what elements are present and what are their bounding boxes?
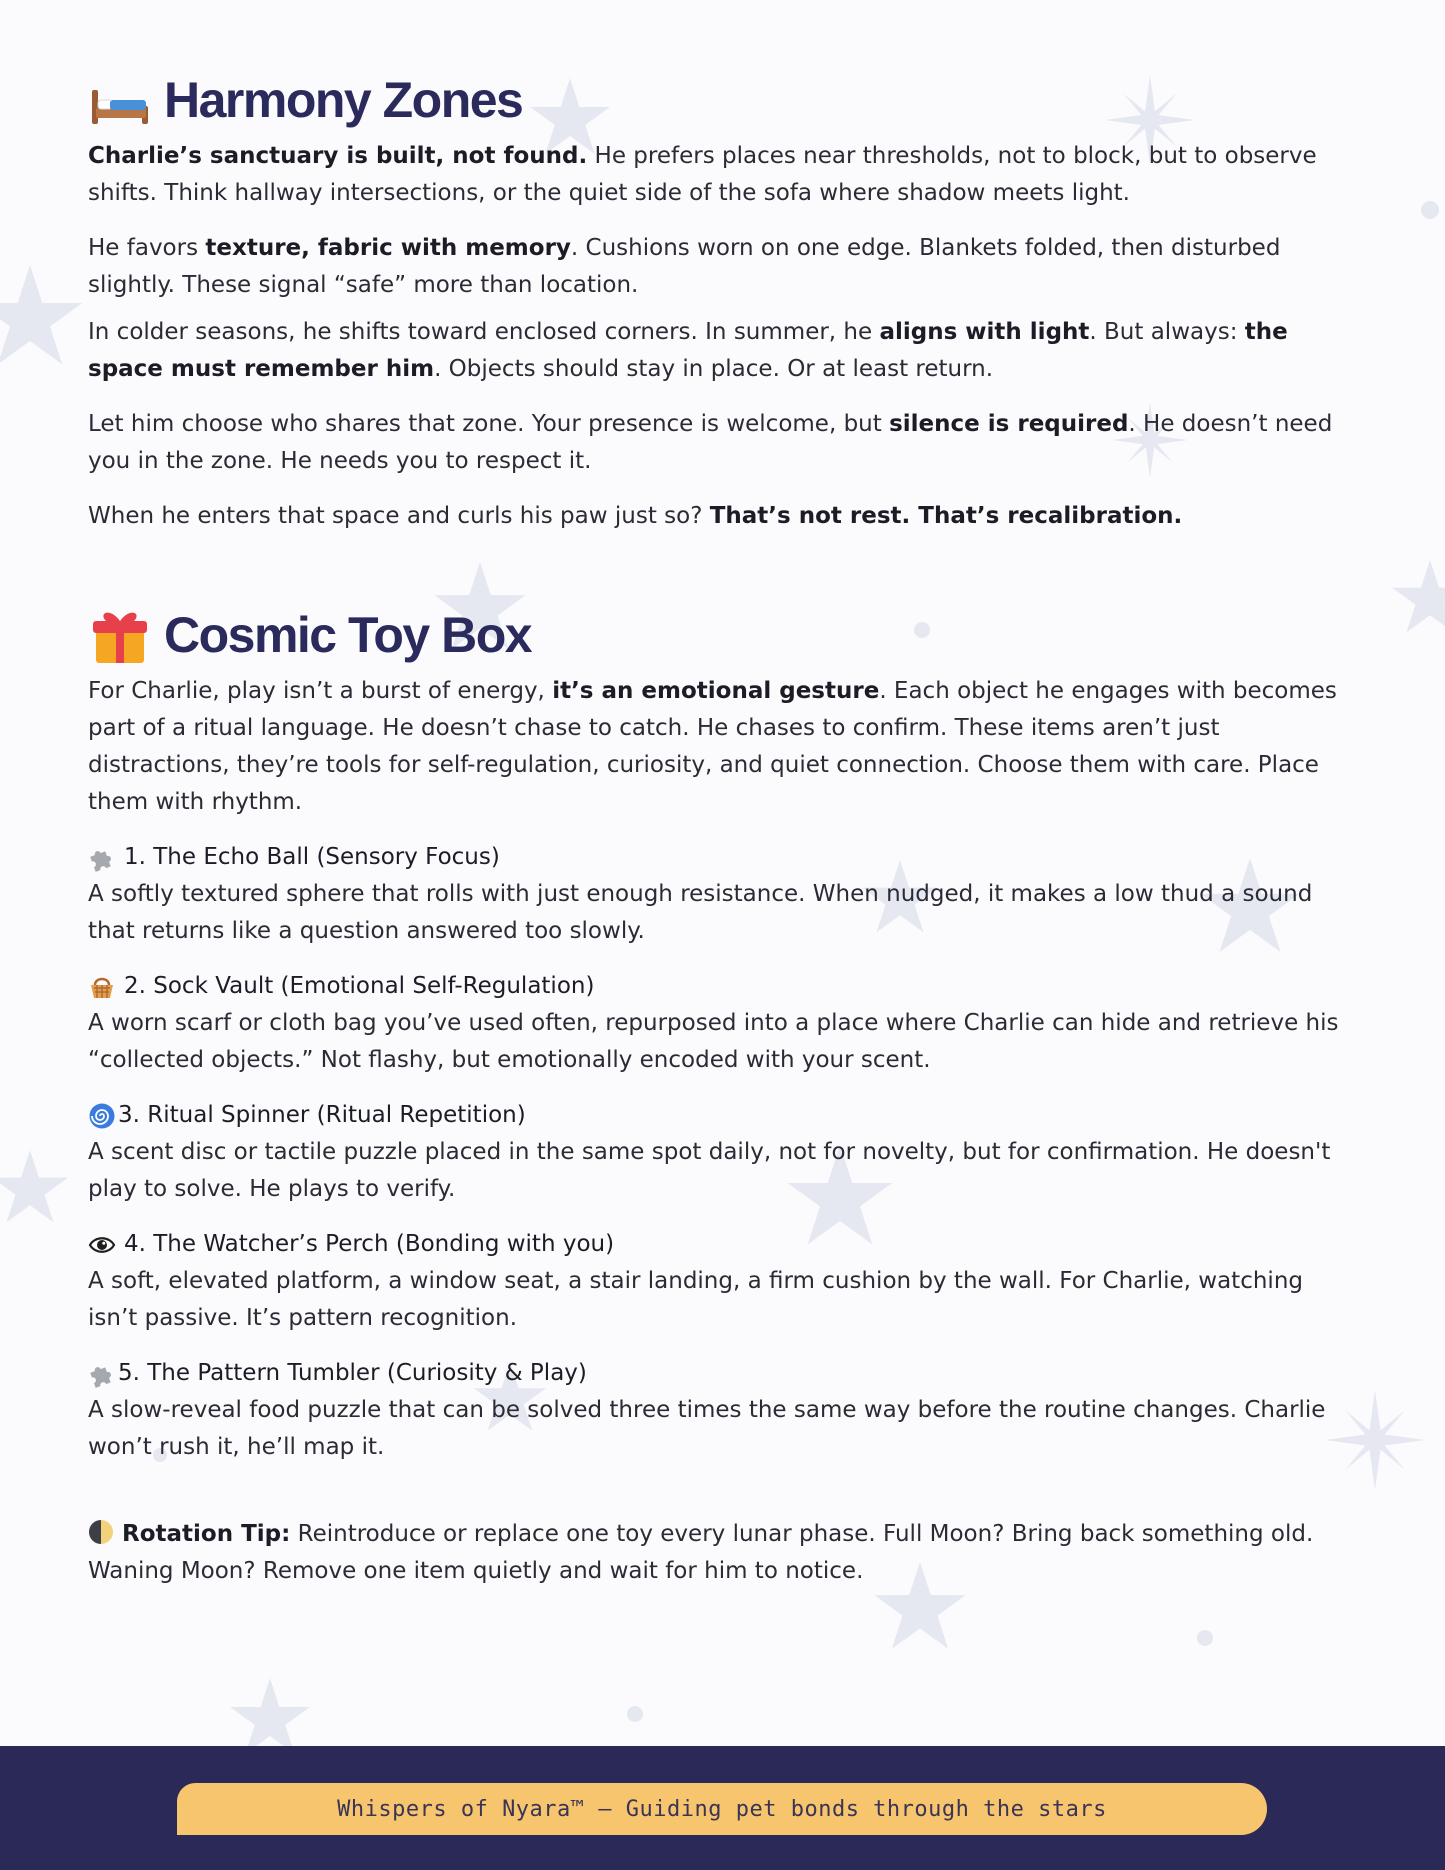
moon-icon bbox=[88, 1519, 114, 1545]
harmony-paragraph-2: He favors texture, fabric with memory. Cushions worn on one edge. Blankets folded, then disturbed slightly. These signal “safe” more than location. bbox=[88, 235, 1281, 298]
toy-item-description: A scent disc or tactile puzzle placed in the same spot daily, not for novelty, but for confirmation. He doesn't play to solve. He plays to verify. bbox=[88, 1139, 1331, 1202]
cyclone-icon bbox=[88, 1102, 116, 1130]
toy-item-title: 3. Ritual Spinner (Ritual Repetition) bbox=[118, 1102, 526, 1128]
cosmic-toy-box-heading bbox=[88, 603, 1358, 667]
toy-item-title: 4. The Watcher’s Perch (Bonding with you) bbox=[124, 1231, 615, 1257]
cosmic-toy-box-title: Cosmic Toy Box bbox=[164, 607, 532, 663]
toy-item-description: A soft, elevated platform, a window seat, a stair landing, a firm cushion by the wall. For Charlie, watching isn’t passive. It’s pattern recognition. bbox=[88, 1268, 1303, 1331]
rotation-tip bbox=[88, 1516, 1358, 1590]
toy-item bbox=[88, 1355, 1358, 1466]
footer-bar bbox=[0, 1746, 1445, 1870]
toy-item bbox=[88, 1097, 1358, 1208]
bed-icon bbox=[88, 68, 152, 132]
footer-tagline-pill bbox=[177, 1783, 1267, 1835]
basket-icon bbox=[88, 973, 116, 1001]
toy-item-description: A slow-reveal food puzzle that can be solved three times the same way before the routine changes. Charlie won’t rush it, he’ll map it. bbox=[88, 1397, 1326, 1460]
rotation-tip-text: Reintroduce or replace one toy every lunar phase. Full Moon? Bring back something old. Waning Moon? Remove one item quietly and wait for him to notice. bbox=[88, 1521, 1314, 1584]
harmony-zones-title: Harmony Zones bbox=[164, 72, 523, 128]
harmony-paragraph-4: Let him choose who shares that zone. Your presence is welcome, but silence is required. He doesn’t need you in the zone. He needs you to respect it. bbox=[88, 411, 1333, 474]
toy-item bbox=[88, 839, 1358, 950]
toy-item-description: A worn scarf or cloth bag you’ve used often, repurposed into a place where Charlie can hide and retrieve his “collected objects.” Not flashy, but emotionally encoded with your scent. bbox=[88, 1010, 1339, 1073]
toy-item bbox=[88, 1226, 1358, 1337]
toy-item-title: 1. The Echo Ball (Sensory Focus) bbox=[124, 844, 500, 870]
toy-item-title: 5. The Pattern Tumbler (Curiosity & Play) bbox=[118, 1360, 587, 1386]
toy-item-title: 2. Sock Vault (Emotional Self-Regulation) bbox=[124, 973, 595, 999]
harmony-zones-heading bbox=[88, 68, 1358, 132]
harmony-paragraph-1: Charlie’s sanctuary is built, not found. He prefers places near thresholds, not to block, but to observe shifts. Think hallway intersections, or the quiet side of the sofa where shadow meets light. bbox=[88, 143, 1317, 206]
puzzle-icon bbox=[88, 1360, 116, 1388]
harmony-paragraph-3: In colder seasons, he shifts toward enclosed corners. In summer, he aligns with light. But always: the space must remember him. Objects should stay in place. Or at least return. bbox=[88, 319, 1288, 382]
page-content bbox=[88, 0, 1358, 1590]
gift-icon bbox=[88, 603, 152, 667]
toy-item-description: A softly textured sphere that rolls with just enough resistance. When nudged, it makes a low thud a sound that returns like a question answered too slowly. bbox=[88, 881, 1313, 944]
puzzle-icon bbox=[88, 844, 116, 872]
harmony-paragraph-5: When he enters that space and curls his paw just so? That’s not rest. That’s recalibration. bbox=[88, 503, 1183, 529]
eye-icon bbox=[88, 1231, 116, 1259]
toy-item bbox=[88, 968, 1358, 1079]
rotation-tip-label: Rotation Tip: bbox=[122, 1521, 291, 1547]
footer-tagline: Whispers of Nyara™ – Guiding pet bonds through the stars bbox=[337, 1796, 1107, 1822]
toybox-intro: For Charlie, play isn’t a burst of energy, it’s an emotional gesture. Each object he engages with becomes part of a ritual language. He doesn’t chase to catch. He chases to confirm. These items aren’t just distractions, they’re tools for self-regulation, curiosity, and quiet connection. Choose them with care. Place them with rhythm. bbox=[88, 678, 1337, 815]
